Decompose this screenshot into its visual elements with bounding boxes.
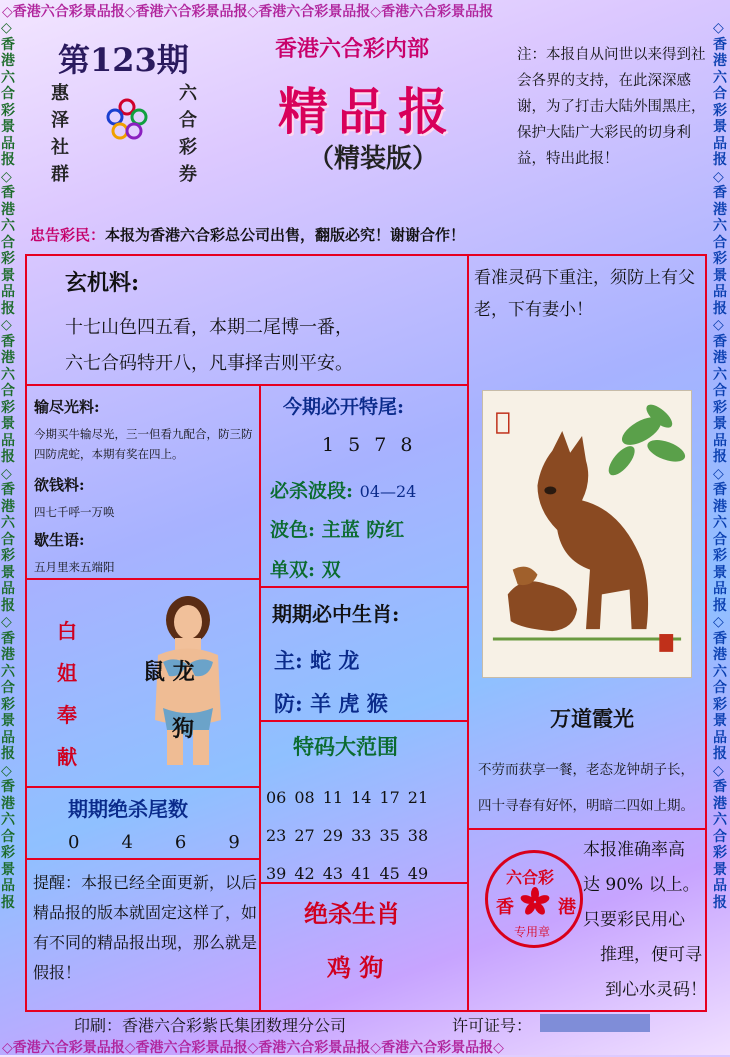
- accuracy-line-5: 到心水灵码！: [605, 980, 707, 1000]
- kill-wave-value: 04—24: [359, 482, 417, 501]
- gift-vertical: 白姐奉献: [57, 619, 77, 769]
- kill-tail-digits: [68, 832, 240, 853]
- poem-line-1: 不劳而获享一餐，老态龙钟胡子长，: [478, 762, 694, 778]
- zodiac-guard-value: 羊 虎 猴: [310, 691, 388, 716]
- poem-line-2: 四十寻春有好怀，明暗二四如上期。: [478, 798, 694, 814]
- special-range-title: 特码大范围: [293, 734, 398, 759]
- special-number: 35: [379, 825, 400, 845]
- kill-tail-digit: 6: [174, 832, 187, 853]
- reminder-text: 提醒：本报已经全面更新，以后精品报的版本就固定这样了，如有不同的精品报出现，那么就是假报！: [33, 873, 258, 982]
- publisher-name: 香港六合彩内部: [275, 36, 430, 62]
- kill-zodiac-title: 绝杀生肖: [304, 899, 400, 928]
- zodiac-title: 期期必中生肖:: [272, 602, 400, 626]
- special-number: 17: [379, 787, 400, 807]
- special-number: 49: [407, 863, 429, 883]
- special-number: 38: [407, 825, 429, 845]
- odd-even-value: 双: [321, 559, 341, 581]
- border-left-text: ◇香港六合彩景品报◇香港六合彩景品报◇香港六合彩景品报◇香港六合彩景品报◇香港六合彩景品报◇香港六合彩景品报: [1, 20, 15, 911]
- kill-tail-digit: 4: [121, 832, 133, 853]
- zodiac-guard-row: [274, 688, 388, 718]
- stamp-top: 六合彩: [506, 868, 555, 887]
- lottery-logo-icon: [102, 95, 152, 145]
- lose-all-text: 今期买牛输尽光，三一但看九配合，防三防四防虎蛇，本期有奖在四上。: [34, 427, 253, 461]
- tail-digits: 1 5 7 8: [322, 434, 417, 456]
- accuracy-line-2: 达 90% 以上。: [583, 875, 700, 895]
- poem-title: 万道霞光: [550, 706, 634, 731]
- subtitle: （精装版）: [308, 144, 439, 174]
- left-vertical-slogan: 惠泽社群: [51, 83, 69, 185]
- odd-even-row: [270, 555, 341, 582]
- kill-wave-label: 必杀波段:: [270, 480, 354, 502]
- issue-number: 第123期: [58, 41, 189, 79]
- zodiac-guard-label: 防:: [274, 691, 303, 716]
- kill-tail-digit: 9: [228, 832, 240, 853]
- accuracy-line-3: 只要彩民用心: [583, 910, 685, 930]
- accuracy-line-4: 推理，便可寻: [600, 945, 702, 965]
- bauhinia-flower-icon: [520, 887, 550, 917]
- accuracy-line-1: 本报准确率高: [583, 840, 685, 860]
- special-number: 23: [266, 825, 287, 845]
- special-number: 42: [294, 863, 315, 883]
- warning-label: 忠告彩民：: [30, 226, 106, 244]
- zodiac-main-label: 主:: [274, 648, 303, 673]
- warning-text: 本报为香港六合彩总公司出售，翻版必究！谢谢合作！: [105, 226, 466, 244]
- stamp-bottom: 专用章: [514, 925, 551, 939]
- color-row: [270, 515, 404, 542]
- kill-tail-digit: 0: [68, 832, 80, 853]
- saying-label: 歇生语:: [34, 531, 85, 549]
- table-row: [262, 854, 432, 892]
- zodiac-main-value: 蛇 龙: [310, 648, 360, 673]
- special-number: 27: [294, 825, 315, 845]
- special-number: 08: [294, 787, 315, 807]
- gift-overlay-1: 鼠 龙: [143, 659, 195, 685]
- footer-print: 印刷：香港六合彩紫氏集团数理分公司: [74, 1016, 347, 1035]
- border-top-text: ◇香港六合彩景品报◇香港六合彩景品报◇香港六合彩景品报◇香港六合彩景品报: [2, 4, 494, 20]
- kill-tail-title: 期期绝杀尾数: [68, 797, 188, 821]
- stamp-left: 香: [496, 897, 514, 918]
- warning-line: [30, 224, 465, 245]
- kill-zodiac-value: 鸡 狗: [327, 953, 384, 982]
- dog-painting: [482, 390, 692, 678]
- footer-license: 许可证号：: [452, 1016, 533, 1035]
- special-number: 21: [407, 787, 429, 807]
- right-top-advice: 看准灵码下重注，须防上有父老，下有妻小！: [474, 268, 695, 320]
- right-vertical-slogan: 六合彩券: [179, 83, 197, 185]
- official-stamp: [485, 850, 583, 948]
- odd-even-label: 单双:: [270, 559, 316, 581]
- want-money-label: 欲钱料:: [34, 476, 85, 494]
- special-number: 43: [322, 863, 344, 883]
- table-row: [262, 816, 432, 854]
- tail-title: 今期必开特尾:: [283, 396, 405, 418]
- license-redacted-block: [540, 1014, 650, 1032]
- kill-wave-row: [270, 476, 416, 503]
- lose-all-label: 输尽光料:: [34, 398, 100, 416]
- special-number: 41: [351, 863, 372, 883]
- want-money-text: 四七千呼一万唤: [34, 505, 115, 519]
- mystery-title: 玄机料:: [65, 270, 140, 296]
- special-number: 33: [351, 825, 372, 845]
- mystery-line-1: 十七山色四五看，本期二尾博一番，: [65, 317, 353, 338]
- color-label: 波色:: [270, 519, 316, 541]
- special-number: 06: [266, 787, 287, 807]
- special-number: 11: [322, 787, 344, 807]
- border-right-text: ◇香港六合彩景品报◇香港六合彩景品报◇香港六合彩景品报◇香港六合彩景品报◇香港六合彩景品报◇香港六合彩景品报: [713, 20, 727, 911]
- color-value: 主蓝 防红: [321, 519, 405, 541]
- header-note: 注：本报自从问世以来得到社会各界的支持，在此深深感谢，为了打击大陆外围黑庄，保护大陆广大彩民的切身利益，特出此报！: [517, 47, 706, 167]
- saying-text: 五月里来五端阳: [34, 560, 115, 574]
- special-range-table: [262, 778, 432, 892]
- table-row: [262, 778, 432, 816]
- gift-overlay-2: 狗: [172, 716, 195, 742]
- main-title: 精品报: [278, 82, 458, 141]
- special-number: 14: [351, 787, 372, 807]
- mystery-line-2: 六七合码特开八，凡事择吉则平安。: [65, 353, 353, 374]
- special-number: 39: [266, 863, 287, 883]
- stamp-right: 港: [558, 897, 576, 918]
- border-bottom-text: ◇香港六合彩景品报◇香港六合彩景品报◇香港六合彩景品报◇香港六合彩景品报◇: [2, 1040, 504, 1056]
- zodiac-main-row: [274, 645, 359, 675]
- special-number: 45: [379, 863, 400, 883]
- special-number: 29: [322, 825, 344, 845]
